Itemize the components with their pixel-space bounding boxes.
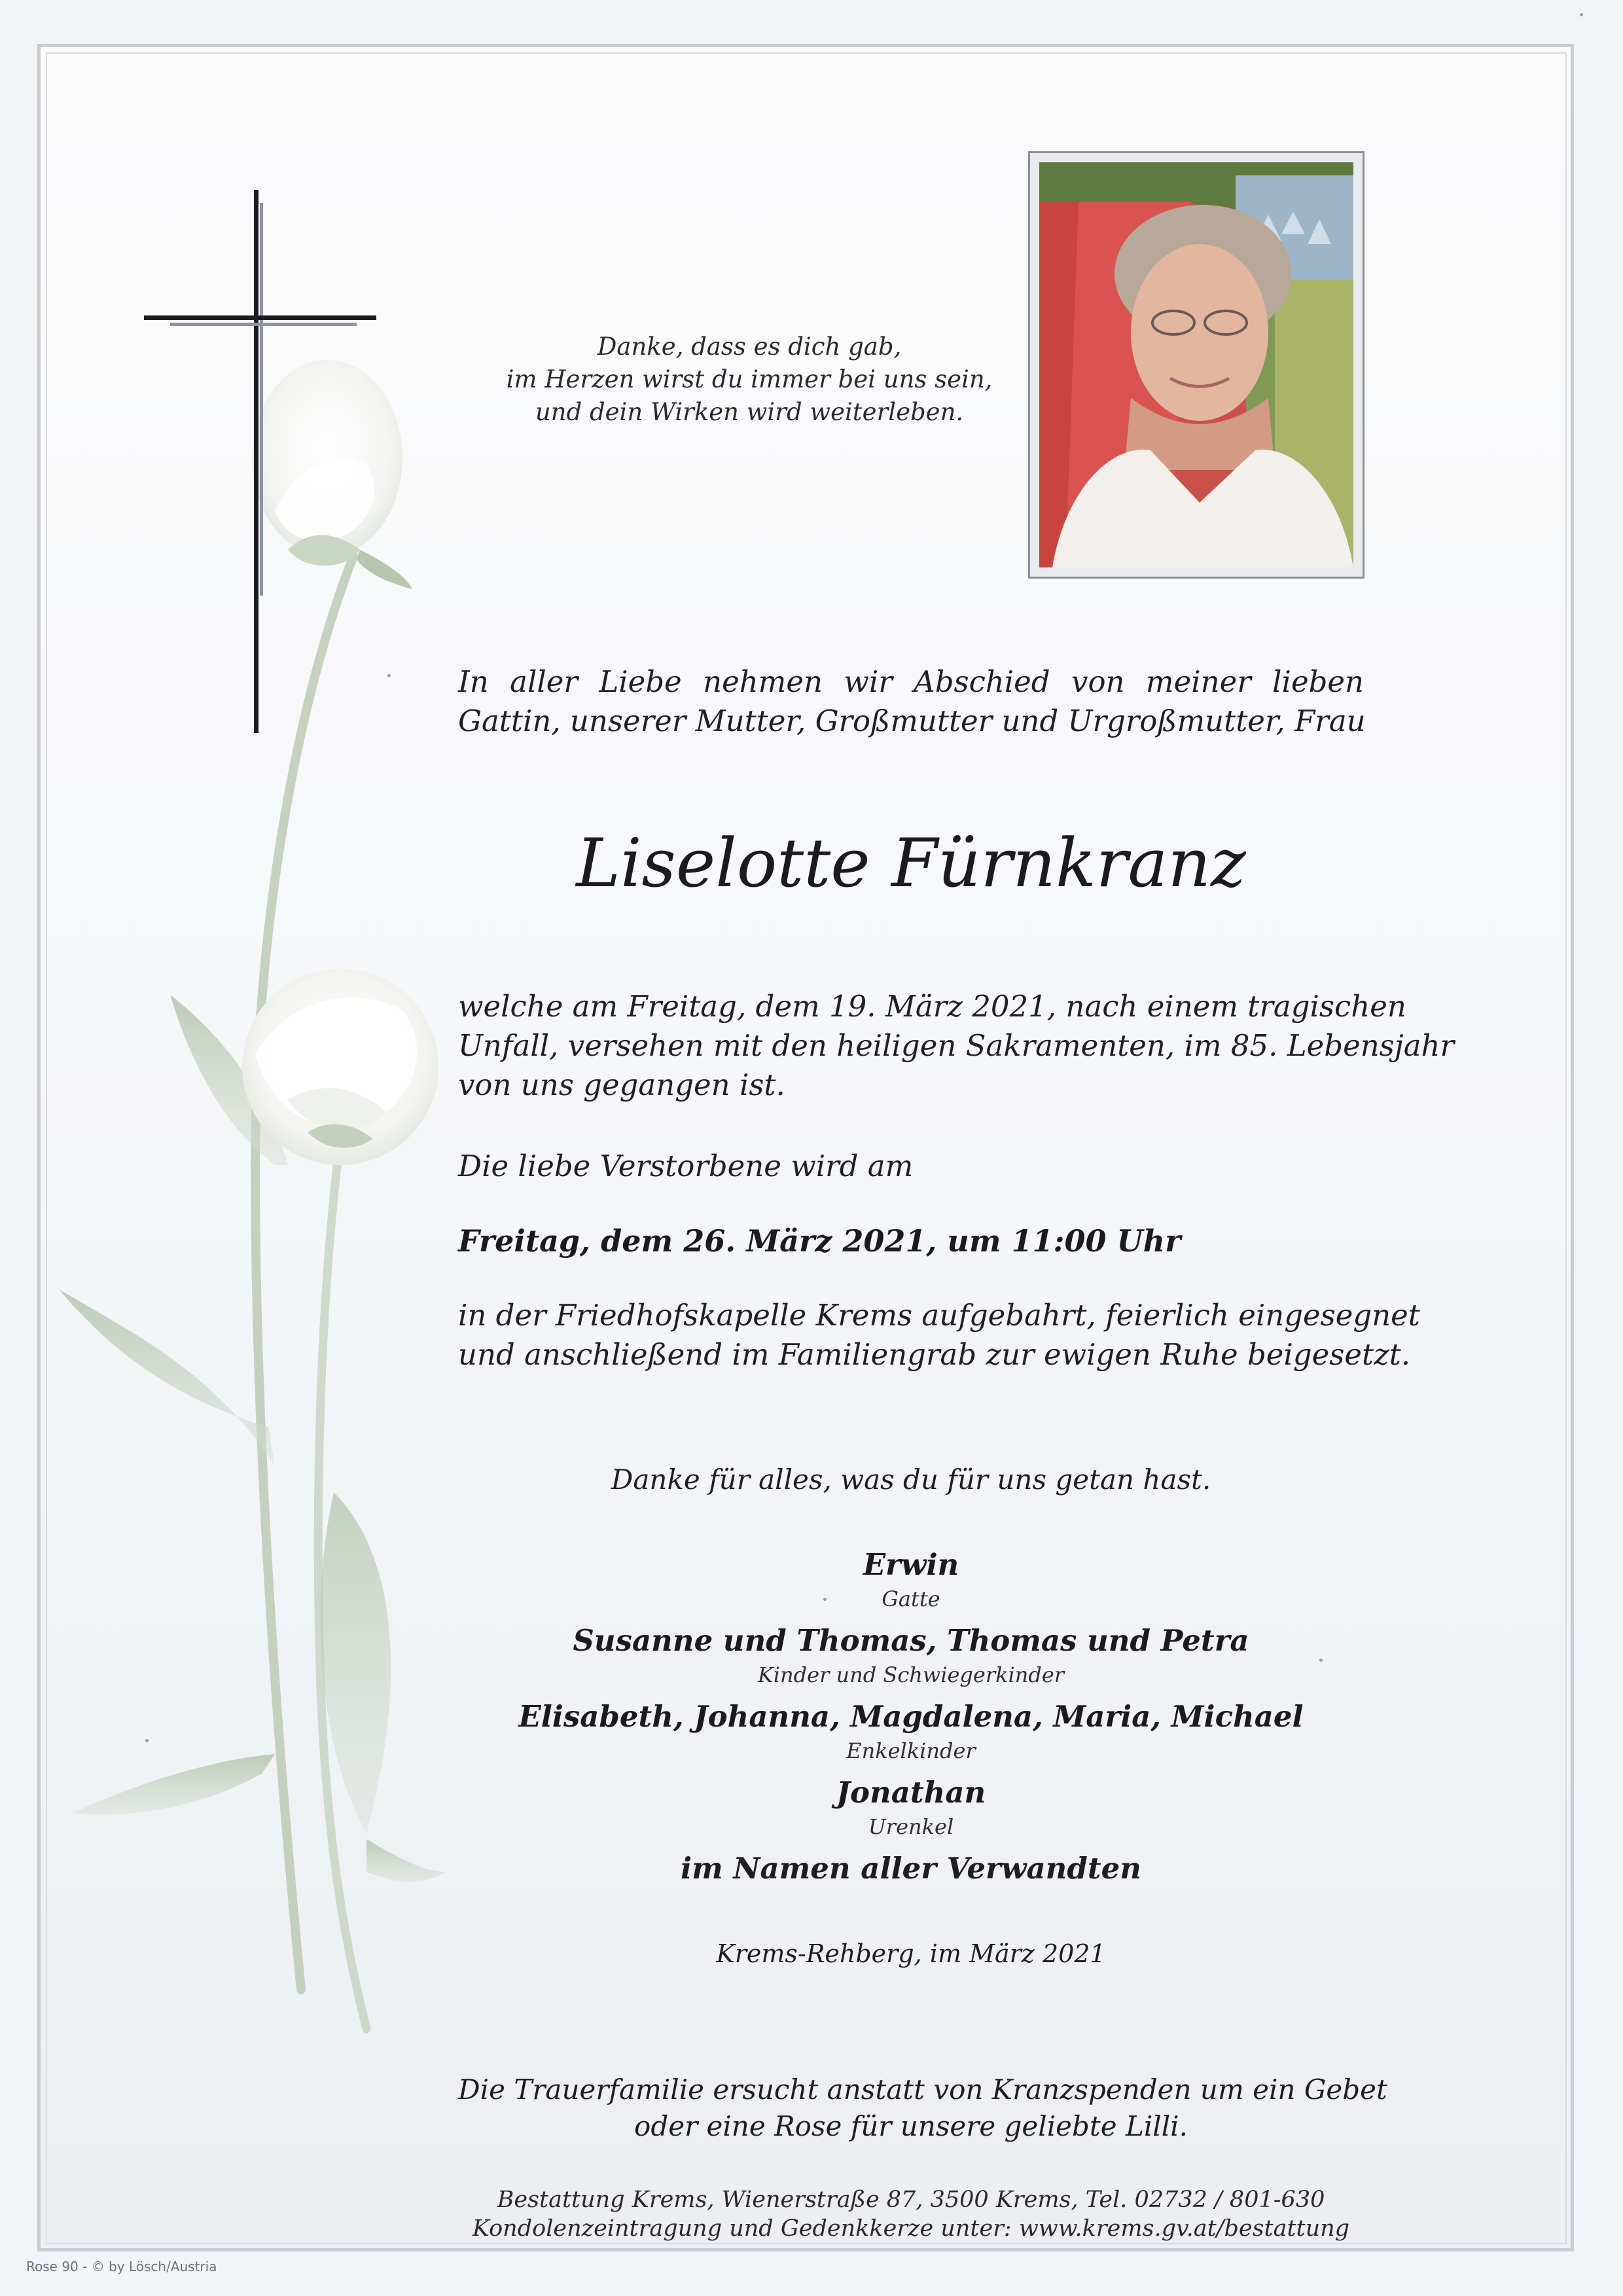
scan-speck xyxy=(145,1739,149,1742)
scan-speck xyxy=(823,1598,827,1601)
mourner-name: Jonathan xyxy=(836,1775,986,1810)
mourner-role: Urenkel xyxy=(868,1814,954,1839)
mourner-role: Kinder und Schwiegerkinder xyxy=(757,1662,1065,1687)
mourner-name: Erwin xyxy=(863,1547,959,1582)
signoff: im Namen aller Verwandten xyxy=(681,1851,1141,1886)
death-notice-line: Unfall, versehen mit den heiligen Sakramenten, im 85. Lebensjahr xyxy=(458,1028,1455,1063)
scan-speck xyxy=(1319,1659,1323,1662)
place-date: Krems-Rehberg, im März 2021 xyxy=(716,1939,1106,1968)
footer-line: Kondolenzeintragung und Gedenkkerze unter: www.krems.gv.at/bestattung xyxy=(472,2215,1350,2242)
thanks-line: Danke für alles, was du für uns getan hast. xyxy=(611,1463,1211,1496)
request-line: Die Trauerfamilie ersucht anstatt von Kranzspenden um ein Gebet xyxy=(458,2073,1387,2106)
quote-line: und dein Wirken wird weiterleben. xyxy=(535,398,964,426)
portrait-photo xyxy=(1039,162,1353,567)
intro-line: In aller Liebe nehmen wir Abschied von meiner lieben xyxy=(458,664,1364,699)
quote-line: Danke, dass es dich gab, xyxy=(597,332,902,361)
request-line: oder eine Rose für unsere geliebte Lilli. xyxy=(634,2110,1188,2142)
scan-speck xyxy=(387,674,391,677)
funeral-date-time: Freitag, dem 26. März 2021, um 11:00 Uhr xyxy=(458,1223,1181,1259)
deceased-name: Liselotte Fürnkranz xyxy=(576,825,1246,903)
portrait-photo-frame xyxy=(1028,151,1364,579)
cross-icon xyxy=(144,190,380,733)
funeral-place-line: und anschließend im Familiengrab zur ewigen Ruhe beigesetzt. xyxy=(458,1337,1411,1372)
mourner-name: Elisabeth, Johanna, Magdalena, Maria, Michael xyxy=(518,1699,1304,1734)
quote-line: im Herzen wirst du immer bei uns sein, xyxy=(506,365,993,393)
funeral-place xyxy=(458,1296,1420,1374)
mourners-list xyxy=(458,1545,1364,1889)
death-notice xyxy=(458,987,1455,1105)
memorial-quote xyxy=(458,331,1041,429)
donation-request xyxy=(458,2072,1387,2145)
death-notice-line: welche am Freitag, dem 19. März 2021, nach einem tragischen xyxy=(458,989,1406,1024)
intro-line: Gattin, unserer Mutter, Großmutter und Urgroßmutter, Frau xyxy=(458,704,1366,738)
scan-speck xyxy=(1580,13,1583,16)
image-credit: Rose 90 - © by Lösch/Austria xyxy=(26,2259,217,2274)
footer-line: Bestattung Krems, Wienerstraße 87, 3500 Krems, Tel. 02732 / 801-630 xyxy=(497,2187,1325,2213)
mourner-role: Enkelkinder xyxy=(846,1738,976,1763)
funeral-intro: Die liebe Verstorbene wird am xyxy=(458,1149,914,1183)
funeral-place-line: in der Friedhofskapelle Krems aufgebahrt, feierlich eingesegnet xyxy=(458,1298,1420,1333)
mourner-name: Susanne und Thomas, Thomas und Petra xyxy=(573,1623,1249,1658)
death-notice-line: von uns gegangen ist. xyxy=(458,1067,785,1102)
mourner-role: Gatte xyxy=(882,1587,940,1611)
farewell-intro xyxy=(458,662,1364,741)
funeral-home-footer xyxy=(458,2185,1364,2243)
